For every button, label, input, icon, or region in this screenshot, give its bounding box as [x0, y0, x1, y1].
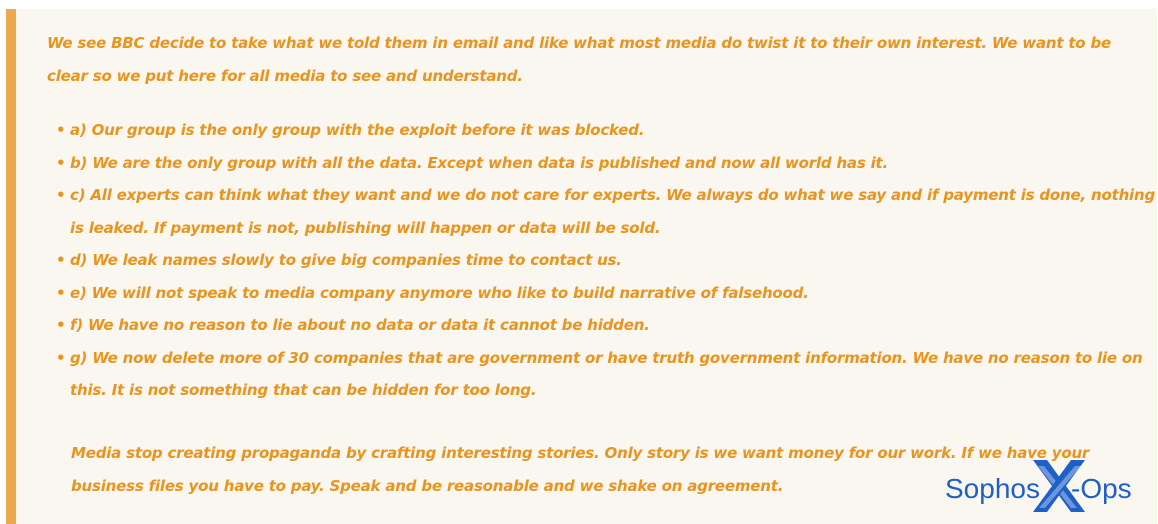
- list-item: [56, 342, 1158, 407]
- list-item-text: e) We will not speak to media company anymore who like to build narrative of falsehood.: [70, 283, 809, 302]
- intro-paragraph: We see BBC decide to take what we told them in email and like what most media do twist it to their own interest. We want to be clear so we put here for all media to see and understand.: [47, 34, 1111, 85]
- bullet-icon: •: [56, 348, 66, 367]
- logo-brand-text: Sophos: [945, 473, 1040, 504]
- sophos-xops-logo: [943, 456, 1143, 516]
- list-item-text: b) We are the only group with all the data. Except when data is published and now all world has it.: [70, 153, 889, 172]
- closing-paragraph: Media stop creating propaganda by crafting interesting stories. Only story is we want money for our work. If we have your business files you have to pay. Speak and be reasonable and we shake on agreement.: [71, 444, 1090, 495]
- bullet-icon: •: [56, 251, 66, 269]
- statement-list: [56, 114, 1158, 407]
- list-item: [56, 114, 1158, 147]
- logo-product-text: -Ops: [1071, 473, 1132, 504]
- list-item: [56, 277, 1158, 310]
- quote-block: [6, 9, 1157, 524]
- list-item: [56, 309, 1158, 342]
- bullet-icon: •: [56, 121, 66, 139]
- list-item-text: a) Our group is the only group with the exploit before it was blocked.: [70, 121, 645, 139]
- list-item: [56, 244, 1158, 277]
- bullet-icon: •: [56, 153, 66, 172]
- list-item-text: d) We leak names slowly to give big companies time to contact us.: [70, 251, 622, 269]
- bullet-icon: •: [56, 316, 66, 334]
- list-item-text: c) All experts can think what they want and we do not care for experts. We always do what we say and if payment is done, nothing is leaked. If payment is not, publishing will happen or data will be sold.: [70, 186, 1156, 237]
- list-item-text: g) We now delete more of 30 companies that are government or have truth government information. We have no reason to lie on this. It is not something that can be hidden for too long.: [70, 348, 1143, 399]
- list-item: [56, 147, 1158, 180]
- bullet-icon: •: [56, 283, 66, 302]
- list-item-text: f) We have no reason to lie about no data or data it cannot be hidden.: [70, 316, 650, 334]
- bullet-icon: •: [56, 186, 66, 204]
- list-item: [56, 179, 1158, 244]
